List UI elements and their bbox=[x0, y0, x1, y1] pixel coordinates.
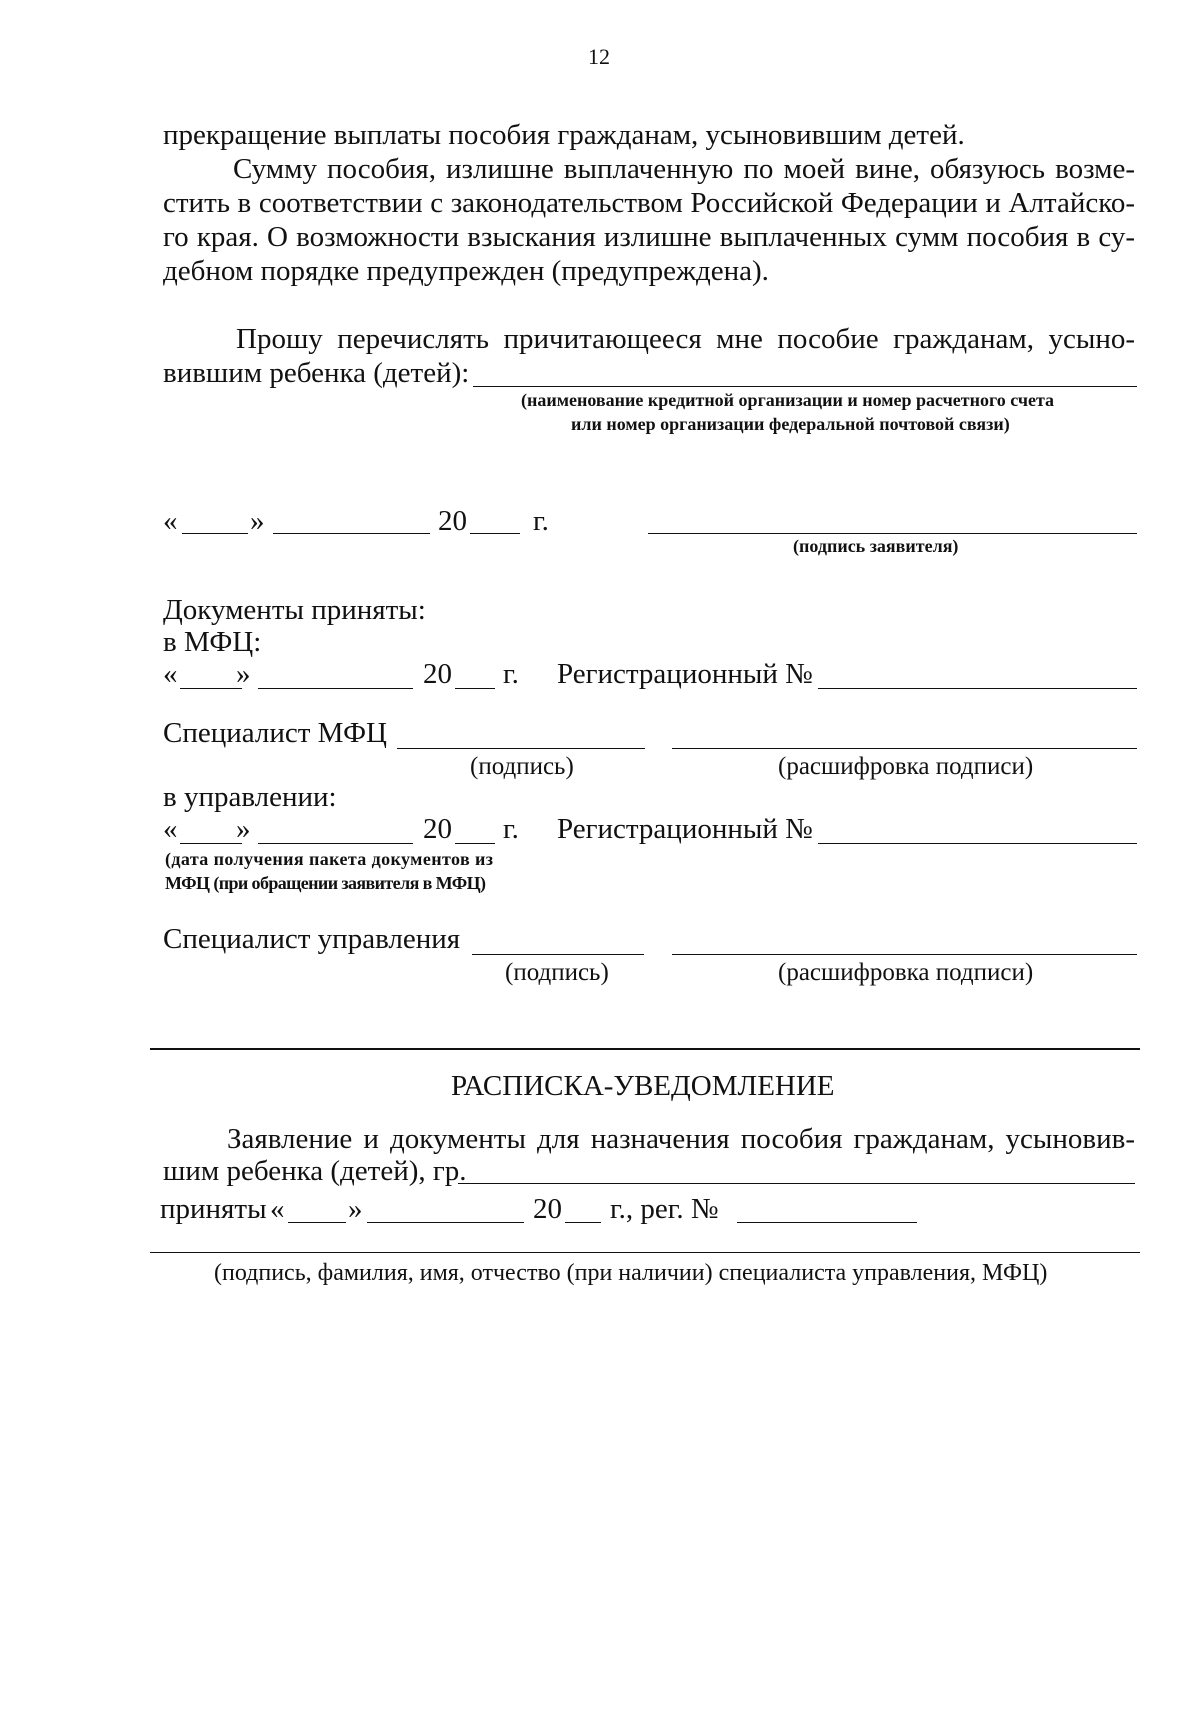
bank-account-hint: или номер организации федеральной почтовой связи) bbox=[571, 414, 1010, 434]
transfer-request-line: Прошу перечислять причитающееся мне пособие гражданам, усыно- bbox=[236, 323, 1135, 355]
specialist-dept-decode-field[interactable] bbox=[672, 954, 1137, 955]
dept-reg-number-field[interactable] bbox=[818, 843, 1137, 844]
specialist-mfc-decode-hint: (расшифровка подписи) bbox=[778, 753, 1034, 780]
dept-date-hint: (дата получения пакета документов из bbox=[165, 849, 494, 869]
mfc-date-year-field[interactable] bbox=[455, 688, 495, 689]
dept-date-close-quote: » bbox=[236, 813, 251, 845]
receipt-date-open-quote: « bbox=[270, 1193, 285, 1225]
paragraph-line: Сумму пособия, излишне выплаченную по моей вине, обязуюсь возме- bbox=[233, 153, 1135, 185]
date-day-field[interactable] bbox=[182, 533, 248, 534]
bank-account-hint: (наименование кредитной организации и номер расчетного счета bbox=[521, 390, 1055, 410]
dept-date-year-field[interactable] bbox=[455, 843, 495, 844]
mfc-date-close-quote: » bbox=[236, 658, 251, 690]
receipt-reg-number-field[interactable] bbox=[737, 1222, 917, 1223]
receipt-line: Заявление и документы для назначения пособия гражданам, усыновив- bbox=[227, 1123, 1135, 1155]
receipt-year-reg-label: г., рег. № bbox=[610, 1193, 719, 1225]
specialist-mfc-signature-field[interactable] bbox=[397, 748, 645, 749]
receipt-signature-hint: (подпись, фамилия, имя, отчество (при наличии) специалиста управления, МФЦ) bbox=[214, 1260, 1048, 1286]
section-divider bbox=[150, 1048, 1140, 1050]
applicant-signature-hint: (подпись заявителя) bbox=[793, 536, 959, 556]
mfc-reg-label: Регистрационный № bbox=[557, 658, 813, 690]
date-year-field[interactable] bbox=[470, 533, 520, 534]
specialist-mfc-signature-hint: (подпись) bbox=[470, 753, 574, 780]
receipt-date-year-field[interactable] bbox=[565, 1222, 601, 1223]
mfc-label: в МФЦ: bbox=[163, 626, 262, 658]
receipt-date-close-quote: » bbox=[348, 1193, 363, 1225]
date-year-prefix: 20 bbox=[438, 505, 467, 537]
specialist-dept-decode-hint: (расшифровка подписи) bbox=[778, 959, 1034, 986]
receipt-title: РАСПИСКА-УВЕДОМЛЕНИЕ bbox=[451, 1070, 835, 1102]
specialist-dept-label: Специалист управления bbox=[163, 923, 461, 955]
bank-account-field[interactable] bbox=[473, 386, 1137, 387]
dept-reg-label: Регистрационный № bbox=[557, 813, 813, 845]
dept-date-open-quote: « bbox=[163, 813, 178, 845]
date-close-quote: » bbox=[250, 505, 265, 537]
paragraph-line: прекращение выплаты пособия гражданам, усыновившим детей. bbox=[163, 119, 965, 151]
transfer-request-line: вившим ребенка (детей): bbox=[163, 357, 470, 389]
receipt-line: шим ребенка (детей), гр. bbox=[163, 1155, 467, 1187]
receipt-signature-field[interactable] bbox=[150, 1252, 1140, 1253]
date-year-suffix: г. bbox=[533, 505, 549, 537]
receipt-date-month-field[interactable] bbox=[367, 1222, 524, 1223]
dept-date-hint: МФЦ (при обращении заявителя в МФЦ) bbox=[165, 873, 486, 893]
dept-label: в управлении: bbox=[163, 781, 337, 813]
date-month-field[interactable] bbox=[273, 533, 430, 534]
mfc-date-year-suffix: г. bbox=[503, 658, 519, 690]
dept-date-month-field[interactable] bbox=[258, 843, 413, 844]
mfc-date-year-prefix: 20 bbox=[423, 658, 452, 690]
paragraph-line: го края. О возможности взыскания излишне выплаченных сумм пособия в су- bbox=[163, 221, 1135, 253]
dept-date-year-suffix: г. bbox=[503, 813, 519, 845]
mfc-date-day-field[interactable] bbox=[180, 688, 242, 689]
page-number: 12 bbox=[588, 44, 610, 69]
specialist-mfc-label: Специалист МФЦ bbox=[163, 717, 387, 749]
applicant-signature-field[interactable] bbox=[648, 533, 1137, 534]
mfc-reg-number-field[interactable] bbox=[818, 688, 1137, 689]
dept-date-year-prefix: 20 bbox=[423, 813, 452, 845]
receipt-date-year-prefix: 20 bbox=[533, 1193, 562, 1225]
mfc-date-month-field[interactable] bbox=[258, 688, 413, 689]
specialist-dept-signature-hint: (подпись) bbox=[505, 959, 609, 986]
paragraph-line: стить в соответствии с законодательством Российской Федерации и Алтайско- bbox=[163, 187, 1135, 219]
dept-date-day-field[interactable] bbox=[180, 843, 242, 844]
receipt-accepted-label: приняты bbox=[160, 1193, 267, 1225]
date-open-quote: « bbox=[163, 505, 178, 537]
specialist-dept-signature-field[interactable] bbox=[472, 954, 644, 955]
receipt-citizen-field[interactable] bbox=[458, 1183, 1135, 1184]
mfc-date-open-quote: « bbox=[163, 658, 178, 690]
paragraph-line: дебном порядке предупрежден (предупреждена). bbox=[163, 255, 769, 287]
receipt-date-day-field[interactable] bbox=[288, 1222, 346, 1223]
specialist-mfc-decode-field[interactable] bbox=[672, 748, 1137, 749]
docs-accepted-heading: Документы приняты: bbox=[163, 594, 426, 626]
